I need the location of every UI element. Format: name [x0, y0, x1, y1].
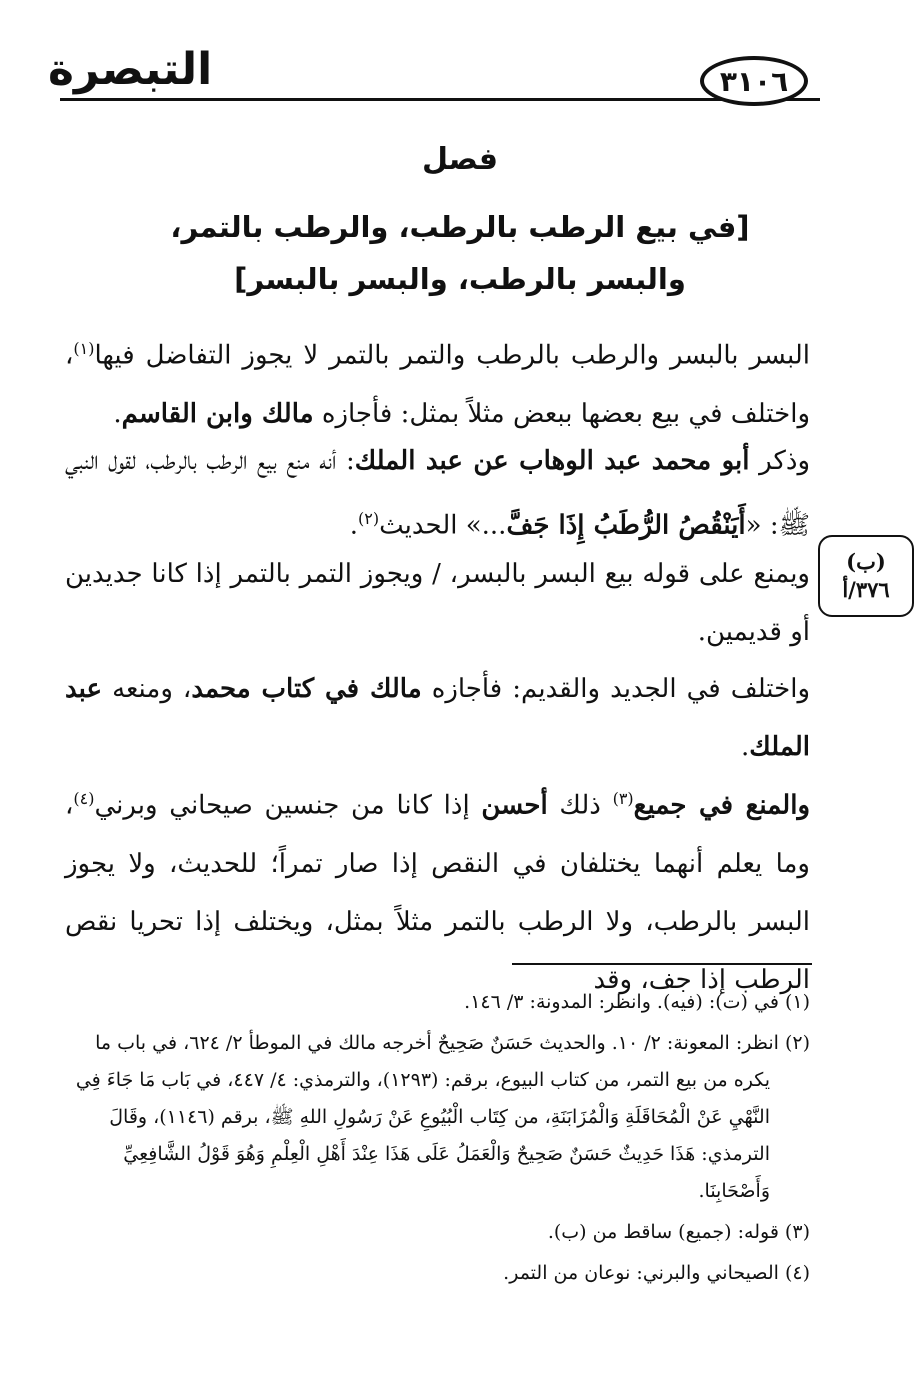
footnote-ref-4: (٤) [73, 789, 95, 808]
footnotes [65, 984, 810, 1296]
footnote-ref-3: (٣) [612, 789, 634, 808]
p2-text-d: . [349, 510, 359, 541]
p2-text-c: ...» الحديث [379, 510, 507, 541]
p5-text-b: إذا كانا من جنسين صيحاني وبرني [94, 790, 482, 821]
p5-text-c: ، وما يعلم أنهما يختلفان في النقص إذا صار تمراً؛ للحديث، ولا يجوز البسر بالرطب، ولا الرطب بالتمر مثلاً بمثل، ويختلف إذا تحريا نقص الرطب إذا جف، وقد [65, 790, 810, 995]
folio-marker-line1: (ب) [846, 549, 886, 574]
footnote-2 [65, 1025, 810, 1210]
paragraph-1 [65, 320, 810, 443]
p2-bold-names: أبو محمد عبد الوهاب عن عبد الملك [354, 446, 750, 476]
page-number: ٣١٠٦ [700, 56, 808, 106]
p5-bold-2: أحسن [481, 790, 548, 821]
p4-bold-1: مالك في كتاب محمد [191, 674, 422, 704]
p1-text-b: ، واختلف في بيع بعضها ببعض مثلاً بمثل: فأجازه [65, 340, 810, 429]
paragraph-2 [65, 432, 810, 555]
footnote-separator [512, 963, 812, 965]
p2-text-a: وذكر [749, 446, 810, 476]
section-subtitle-line1: [في بيع الرطب بالرطب، والرطب بالتمر، [170, 210, 750, 244]
section-subtitle-line2: والبسر بالرطب، والبسر بالبسر] [234, 262, 686, 296]
footnote-2-line1: (٢) انظر: المعونة: ٢/ ١٠. والحديث حَسَنٌ صَحِيحٌ أخرجه مالك في الموطأ ٢/ ٦٢٤، في باب ما [95, 1032, 810, 1054]
p1-text-c: . [113, 398, 122, 429]
folio-marker-line2: ٣٧٦/أ [842, 577, 890, 602]
footnote-ref-1: (١) [73, 339, 95, 358]
section-heading: فصل [422, 142, 498, 177]
p1-bold-names: مالك وابن القاسم [121, 398, 314, 429]
p4-text-c: . [741, 732, 750, 762]
book-title: التبصرة [48, 44, 213, 95]
p2-hadith-quote: أَيَنْقُصُ الرُّطَبُ إِذَا جَفَّ [506, 510, 746, 541]
paragraph-5 [65, 770, 810, 1009]
manuscript-folio-marker [818, 535, 914, 617]
footnote-3: (٣) قوله: (جميع) ساقط من (ب). [547, 1221, 810, 1243]
p4-bold-2: عبد الملك [65, 674, 810, 762]
p4-text-b: ، ومنعه [102, 674, 192, 704]
footnote-ref-2: (٢) [358, 509, 380, 528]
p5-bold-1: والمنع في جميع [633, 790, 811, 821]
paragraph-3: ويمنع على قوله بيع البسر بالبسر، / ويجوز التمر بالتمر إذا كانا جديدين أو قديمين. [65, 559, 810, 647]
p1-text-a: البسر بالبسر والرطب بالرطب والتمر بالتمر لا يجوز التفاضل فيها [94, 340, 810, 371]
p5-text-a: ذلك [547, 790, 613, 821]
header-rule [60, 98, 820, 101]
p2-text-b: : أنه منع بيع الرطب بالرطب، لقول النبي ﷺ: « [65, 446, 810, 541]
paragraph-4 [65, 660, 810, 776]
footnote-1: (١) في (ت): (فيه). وانظر: المدونة: ٣/ ١٤٦. [464, 991, 810, 1013]
p4-text-a: واختلف في الجديد والقديم: فأجازه [421, 674, 810, 704]
footnote-4: (٤) الصيحاني والبرني: نوعان من التمر. [503, 1262, 810, 1284]
footnote-2-continued: يكره من بيع التمر، من كتاب البيوع، برقم: (١٢٩٣)، والترمذي: ٤/ ٤٤٧، في بَاب مَا جَاءَ فِي النَّهْيِ عَنْ الْمُحَاقَلَةِ وَالْمُزَابَنَةِ، من كِتَاب الْبُيُوعِ عَنْ رَسُولِ اللهِ ﷺ، برقم (١١٤٦)، وقَالَ الترمذي: هَذَا حَدِيثٌ حَسَنٌ صَحِيحٌ وَالْعَمَلُ عَلَى هَذَا عِنْدَ أَهْلِ الْعِلْمِ وَهُوَ قَوْلُ الشَّافِعِيِّ وَأَصْحَابِنَا. [75, 1069, 770, 1202]
